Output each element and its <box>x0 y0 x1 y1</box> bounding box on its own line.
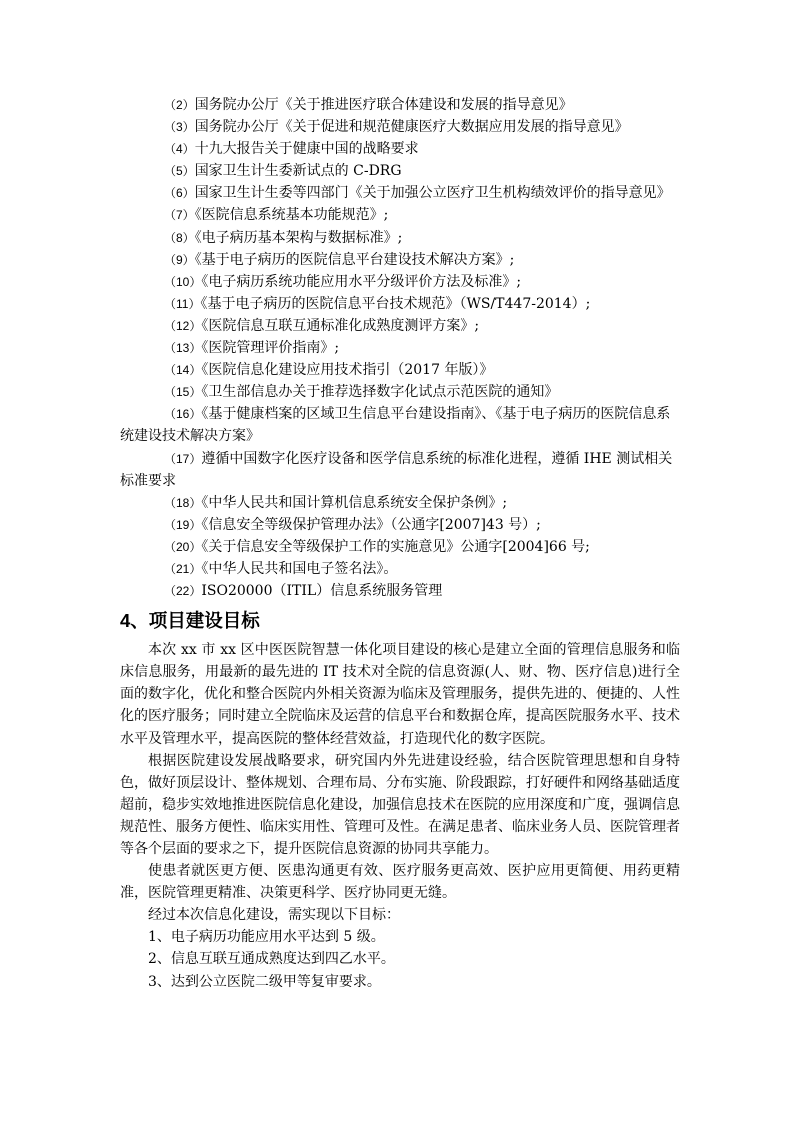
reference-text: 《医院信息互联互通标准化成熟度测评方案》; <box>201 317 480 334</box>
reference-text: 《医院信息化建设应用技术指引（2017 年版）》 <box>201 362 494 379</box>
reference-number: （12） <box>164 318 202 333</box>
reference-number: （20） <box>164 539 202 554</box>
reference-item <box>120 293 680 315</box>
reference-text: 《医院管理评价指南》; <box>201 340 340 357</box>
reference-text: 《卫生部信息办关于推荐选择数字化试点示范医院的通知》 <box>201 384 559 401</box>
reference-item <box>120 227 680 249</box>
body-paragraph: 经过本次信息化建设，需实现以下目标： <box>148 907 400 924</box>
body-paragraph: 本次 xx 市 xx 区中医医院智慧一体化项目建设的核心是建立全面的管理信息服务和临床信息服务，用最新的最先进的 IT 技术对全院的信息资源(人、财、物、医疗信息)进行全面的数字化，优化和整合医院内外相关资源为临床及管理服务，提供先进的、便捷的、人性化的医疗服务；同时建立全院临床及运营的信息平台和数据仓库，提高医院服务水平、技术水平及管理水平，提高医院的整体经营效益，打造现代化的数字医院。 <box>120 642 680 747</box>
reference-number: （8） <box>164 230 195 245</box>
body-paragraph: 使患者就医更方便、医患沟通更有效、医疗服务更高效、医护应用更简便、用药更精准，医院管理更精准、决策更科学、医疗协同更无缝。 <box>120 863 680 902</box>
reference-text: 《信息安全等级保护管理办法》（公通字[2007]43 号）; <box>201 516 541 533</box>
reference-text: 国家卫生计生委等四部门《关于加强公立医疗卫生机构绩效评价的指导意见》 <box>194 185 671 202</box>
reference-number: （15） <box>164 385 202 400</box>
goal-item: 1、电子病历功能应用水平达到 5 级。 <box>148 929 385 946</box>
reference-text: 《基于电子病历的医院信息平台技术规范》（WS/T447-2014）; <box>200 295 591 312</box>
goal-list <box>120 926 680 992</box>
reference-item <box>120 271 680 293</box>
reference-item <box>120 359 680 381</box>
reference-number: （10） <box>164 274 202 289</box>
reference-number: （14） <box>164 363 202 378</box>
reference-text: 《中华人民共和国电子签名法》。 <box>201 560 398 577</box>
reference-item <box>120 448 680 492</box>
reference-text: 《中华人民共和国计算机信息系统安全保护条例》; <box>201 494 508 511</box>
document-body <box>120 94 680 993</box>
reference-number: （16） <box>164 407 202 422</box>
reference-number: （17） <box>164 451 202 466</box>
reference-number: （22） <box>164 584 202 599</box>
reference-number: （6） <box>164 186 195 201</box>
reference-item <box>120 558 680 580</box>
reference-number: （18） <box>164 495 202 510</box>
reference-item <box>120 138 680 160</box>
reference-text: 《电子病历基本架构与数据标准》; <box>194 229 403 246</box>
goal-item: 3、达到公立医院二级甲等复审要求。 <box>148 973 381 990</box>
reference-text: 十九大报告关于健康中国的战略要求 <box>194 141 419 158</box>
reference-number: （4） <box>164 142 195 157</box>
reference-text: 《关于信息安全等级保护工作的实施意见》公通字[2004]66 号; <box>201 538 590 555</box>
reference-number: （13） <box>164 341 202 356</box>
reference-item <box>120 160 680 182</box>
reference-text: 《电子病历系统功能应用水平分级评价方法及标准》; <box>201 273 522 290</box>
reference-text: 《基于电子病历的医院信息平台建设技术解决方案》; <box>194 251 515 268</box>
reference-item <box>120 94 680 116</box>
reference-item <box>120 492 680 514</box>
reference-number: （3） <box>164 120 195 135</box>
reference-number: （9） <box>164 252 195 267</box>
reference-text: 遵循中国数字化医疗设备和医学信息系统的标准化进程，遵循 IHE 测试相关标准要求 <box>120 450 673 489</box>
reference-item <box>120 182 680 204</box>
reference-item <box>120 315 680 337</box>
reference-number: （5） <box>164 164 195 179</box>
reference-item <box>120 116 680 138</box>
section-heading: 4、项目建设目标 <box>120 610 260 632</box>
reference-text: 国家卫生计生委新试点的 C-DRG <box>194 163 402 180</box>
reference-text: 《基于健康档案的区域卫生信息平台建设指南》、《基于电子病历的医院信息系统建设技术解决方案》 <box>120 406 671 445</box>
reference-item <box>120 403 680 447</box>
reference-item <box>120 514 680 536</box>
reference-number: （7） <box>164 208 195 223</box>
reference-list <box>120 94 680 602</box>
body-paragraph: 根据医院建设发展战略要求，研究国内外先进建设经验，结合医院管理思想和自身特色，做好顶层设计、整体规划、合理布局、分布实施、阶段跟踪，打好硬件和网络基础适度超前，稳步实效地推进医院信息化建设，加强信息技术在医院的应用深度和广度，强调信息规范性、服务方便性、临床实用性、管理可及性。在满足患者、临床业务人员、医院管理者等各个层面的要求之下，提升医院信息资源的协同共享能力。 <box>120 752 680 857</box>
reference-item <box>120 337 680 359</box>
reference-item <box>120 204 680 226</box>
reference-number: （2） <box>164 98 195 112</box>
reference-number: （21） <box>164 561 202 576</box>
reference-item <box>120 580 680 602</box>
reference-number: （19） <box>164 517 202 532</box>
reference-text: 国务院办公厅《关于促进和规范健康医疗大数据应用发展的指导意见》 <box>194 119 629 136</box>
reference-item <box>120 381 680 403</box>
reference-item <box>120 536 680 558</box>
reference-text: ISO20000（ITIL）信息系统服务管理 <box>201 583 443 600</box>
goal-item: 2、信息互联互通成熟度达到四乙水平。 <box>148 951 395 968</box>
reference-text: 国务院办公厅《关于推进医疗联合体建设和发展的指导意见》 <box>194 97 573 113</box>
reference-text: 《医院信息系统基本功能规范》; <box>194 207 389 224</box>
reference-item <box>120 249 680 271</box>
reference-number: （11） <box>164 296 201 311</box>
